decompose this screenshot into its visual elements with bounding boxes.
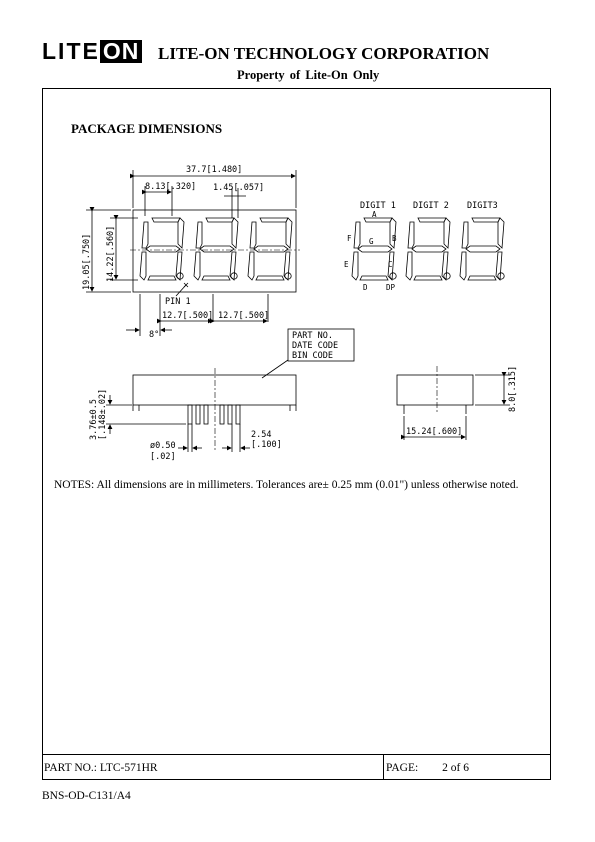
dim-digit-height: 14.22[.560] [106, 225, 116, 282]
dim-pin-dia: ø0.50 [150, 441, 176, 451]
front-digit-2 [194, 218, 238, 280]
footer-column-divider [383, 754, 384, 780]
dim-overall-height: 19.05[.750] [82, 233, 92, 290]
page-indicator [386, 762, 469, 774]
legend-digit-2 [406, 218, 450, 280]
dimension-notes: NOTES: All dimensions are in millimeters. Tolerances are± 0.25 mm (0.01") unless otherwise noted. [54, 479, 519, 491]
side-view-body [397, 375, 473, 405]
section-title: PACKAGE DIMENSIONS [71, 121, 223, 136]
front-digit-3 [248, 218, 292, 280]
legend-digit-3 [460, 218, 504, 280]
label-box-line-3: BIN CODE [292, 351, 333, 361]
bottom-view-body [133, 375, 296, 405]
page-number: 2 of 6 [442, 762, 470, 774]
dim-pitch-1: 12.7[.500] [162, 311, 214, 321]
document-number: BNS-OD-C131/A4 [42, 790, 131, 802]
logo-text: LITE [42, 38, 100, 64]
label-box-line-2: DATE CODE [292, 341, 339, 351]
dim-segment-width: 1.45[.057] [213, 183, 265, 193]
dim-overall-width: 37.7[1.480] [186, 165, 243, 175]
company-name: LITE-ON TECHNOLOGY CORPORATION [158, 44, 490, 63]
digit-label-1: DIGIT 1 [360, 201, 396, 211]
legend-digit-1 [352, 218, 396, 280]
digit-label-2: DIGIT 2 [413, 201, 449, 211]
part-number: PART NO.: LTC-571HR [44, 762, 158, 774]
dim-angle: 8° [149, 330, 160, 340]
front-digit-1 [140, 218, 184, 280]
dim-pin-length: 3.76±0.5 [89, 399, 99, 440]
seg-e: E [344, 260, 349, 269]
digit-label-3: DIGIT3 [467, 201, 498, 211]
seg-d: D [363, 283, 368, 292]
dim-side-width: 15.24[.600] [406, 427, 463, 437]
logo-boxed-text: ON [100, 40, 143, 63]
dim-pitch-2: 12.7[.500] [218, 311, 270, 321]
seg-g: G [369, 237, 374, 246]
dim-side-height: 8.0[.315] [508, 365, 518, 412]
pins [188, 405, 240, 424]
seg-a: A [372, 210, 377, 219]
footer-divider [42, 754, 551, 755]
seg-f: F [347, 234, 352, 243]
pin1-label: PIN 1 [165, 297, 191, 307]
property-notice: Property of Lite-On Only [237, 68, 380, 82]
dim-pin-pitch: 2.54 [251, 430, 272, 440]
page-label: PAGE: [386, 762, 419, 774]
dim-pin-pitch-in: [.100] [251, 440, 282, 450]
dim-digit-width: 8.13[.320] [145, 182, 197, 192]
seg-dp: DP [386, 283, 396, 292]
dim-pin-dia-in: [.02] [150, 452, 176, 462]
dim-pin-length-in: [.148±.02] [98, 388, 108, 440]
seg-c: C [388, 260, 393, 269]
seg-b: B [392, 234, 397, 243]
label-box-line-1: PART NO. [292, 331, 333, 341]
